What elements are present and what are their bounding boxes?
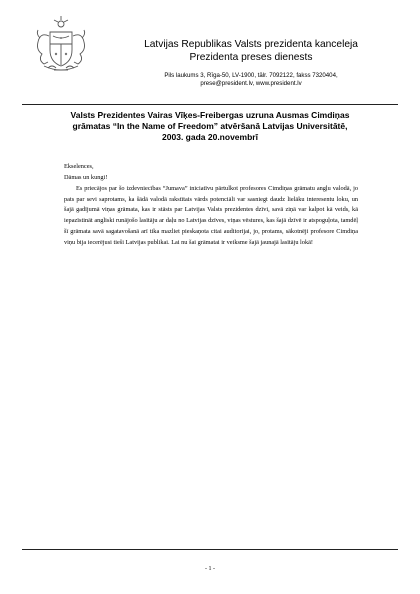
letterhead (100, 38, 402, 89)
title-line-1: Valsts Prezidentes Vairas Vīķes-Freibergas uzruna Ausmas Cimdiņas (70, 110, 350, 120)
department-name: Prezidenta preses dienests (189, 52, 313, 63)
institution-name: Latvijas Republikas Valsts prezidenta kanceleja (144, 39, 358, 50)
salutation-excellencies: Ekselences, (64, 163, 94, 170)
address-line: Pils laukums 3, Rīga-50, LV-1900, tālr. 7092122, fakss 7320404, (164, 72, 338, 79)
contact-line: prese@president.lv, www.president.lv (200, 80, 302, 88)
latvian-coat-of-arms-icon (30, 14, 92, 76)
page-number: - 1 - (205, 566, 215, 572)
header-divider (22, 104, 398, 105)
title-line-3: 2003. gada 20.novembrī (162, 132, 258, 142)
footer-divider (22, 549, 398, 550)
speech-paragraph: Es priecājos par šo izdevniecības “Jumava” iniciatīvu pārtulkot profesores Cimdiņas grāmatu angļu valodā, jo pats par sevi saprotams, ka šādā valodā rakstītais vārds potenciāli var sasniegt daudz lielāku interesentu loku, un šajā gadījumā viņas grāmata, kas ir stāsts par Latvijas Valsts prezidentes dzīvi, savā ziņā var kalpot kā veids, kā iepazīstināt angliski runājošo lasītāju ar daļu no Latvijas dzīves, viņas vēstures, kas šajā dzīvē ir atspoguļota, tamdēļ šī grāmata savā sagatavošanā arī tika mazliet pieskaņota citai auditorijai, jo, protams, sākotnēji profesore Cimdiņa viņu bija iecerējusi tieši Latvijas publikai. Lai nu šai grāmatai ir veiksme šajā jaunajā lasītāju lokā! (64, 185, 358, 246)
salutation-ladies-gentlemen: Dāmas un kungi! (64, 174, 108, 181)
title-line-2: grāmatas “In the Name of Freedom” atvēršanā Latvijas Universitātē, (72, 121, 348, 131)
speech-title (28, 110, 392, 143)
